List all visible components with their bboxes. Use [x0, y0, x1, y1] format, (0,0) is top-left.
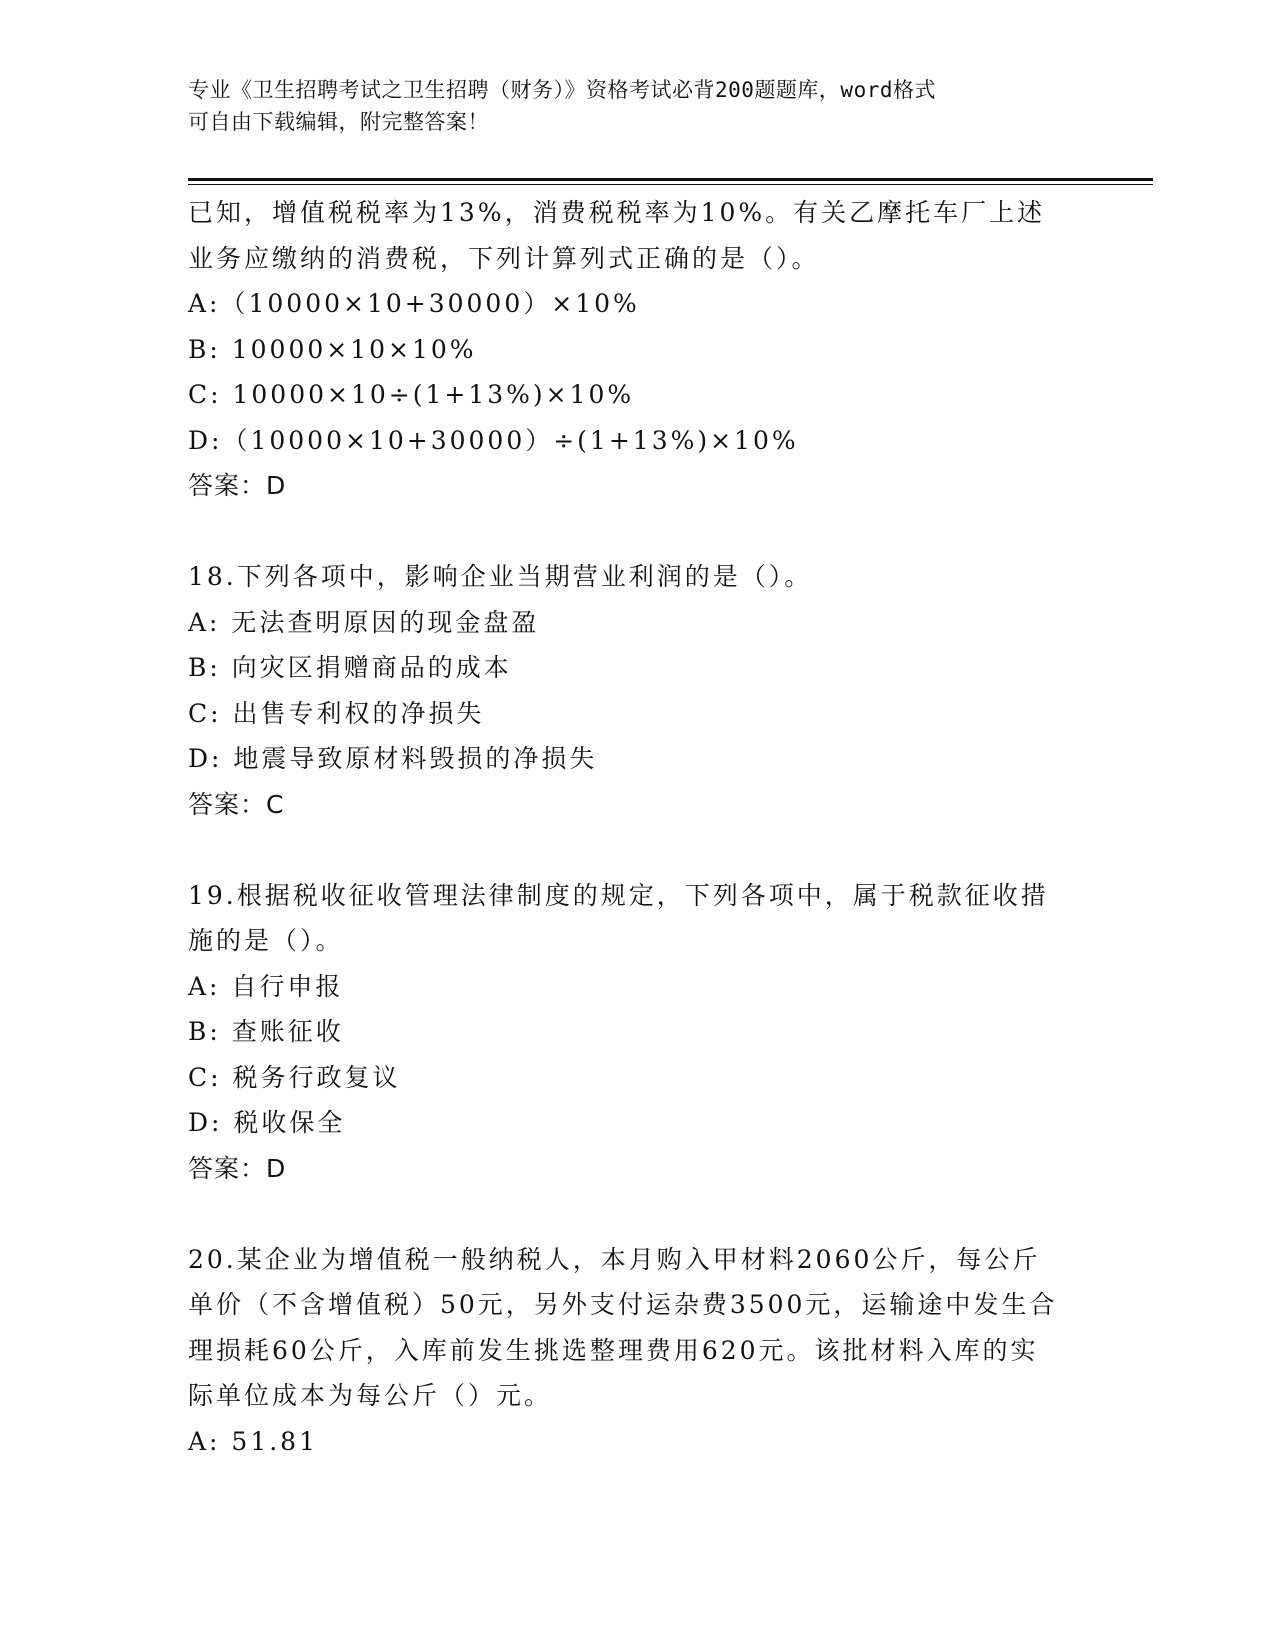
question-18-option-c: C: 出售专利权的净损失 [188, 698, 485, 728]
question-19-answer: 答案：D [188, 1153, 287, 1183]
question-19 [188, 873, 1088, 1192]
question-list [188, 190, 1088, 1464]
question-17-option-a: A:（10000×10+30000）×10% [188, 289, 640, 318]
question-17-option-d: D:（10000×10+30000）÷(1+13%)×10% [188, 425, 799, 455]
question-18-option-d: D: 地震导致原材料毁损的净损失 [188, 744, 598, 773]
question-17-option-c: C: 10000×10÷(1+13%)×10% [188, 380, 635, 409]
question-18-option-b: B: 向灾区捐赠商品的成本 [188, 653, 512, 682]
question-19-option-b: B: 查账征收 [188, 1017, 344, 1046]
header-title-line-2: 可自由下载编辑，附完整答案！ [188, 110, 489, 134]
spacer [188, 1191, 1088, 1237]
question-17-option-b: B: 10000×10×10% [188, 334, 477, 364]
question-18 [188, 554, 1088, 827]
question-19-option-c: C: 税务行政复议 [188, 1062, 401, 1092]
question-20 [188, 1237, 1088, 1465]
header-divider-thick [188, 178, 1153, 181]
question-17-answer: 答案：D [188, 471, 287, 500]
question-20-stem-line-2: 单价（不含增值税）50元，另外支付运杂费3500元，运输途中发生合 [188, 1290, 1058, 1319]
question-17 [188, 190, 1088, 509]
spacer [188, 509, 1088, 555]
question-18-option-a: A: 无法查明原因的现金盘盈 [188, 607, 540, 637]
question-19-option-d: D: 税收保全 [188, 1108, 346, 1137]
question-20-stem-line-4: 际单位成本为每公斤（）元。 [188, 1381, 553, 1410]
spacer [188, 827, 1088, 873]
question-19-stem-line-1: 19.根据税收征收管理法律制度的规定，下列各项中，属于税款征收措 [188, 880, 1049, 910]
question-20-option-a: A: 51.81 [188, 1426, 318, 1456]
document-header [188, 74, 1068, 138]
question-19-stem-line-2: 施的是（）。 [188, 926, 344, 955]
header-divider-thin [188, 184, 1153, 185]
header-title-line-1: 专业《卫生招聘考试之卫生招聘（财务）》资格考试必背200题题库，word格式 [188, 78, 936, 102]
question-19-option-a: A: 自行申报 [188, 971, 344, 1001]
question-20-stem-line-1: 20.某企业为增值税一般纳税人，本月购入甲材料2060公斤，每公斤 [188, 1244, 1041, 1274]
question-17-stem-line-1: 已知，增值税税率为13%，消费税税率为10%。有关乙摩托车厂上述 [188, 198, 1046, 227]
question-17-stem-line-2: 业务应缴纳的消费税，下列计算列式正确的是（）。 [188, 243, 820, 273]
question-20-stem-line-3: 理损耗60公斤，入库前发生挑选整理费用620元。该批材料入库的实 [188, 1335, 1039, 1365]
question-18-stem-line-1: 18.下列各项中，影响企业当期营业利润的是（）。 [188, 562, 813, 591]
question-18-answer: 答案：C [188, 789, 285, 819]
